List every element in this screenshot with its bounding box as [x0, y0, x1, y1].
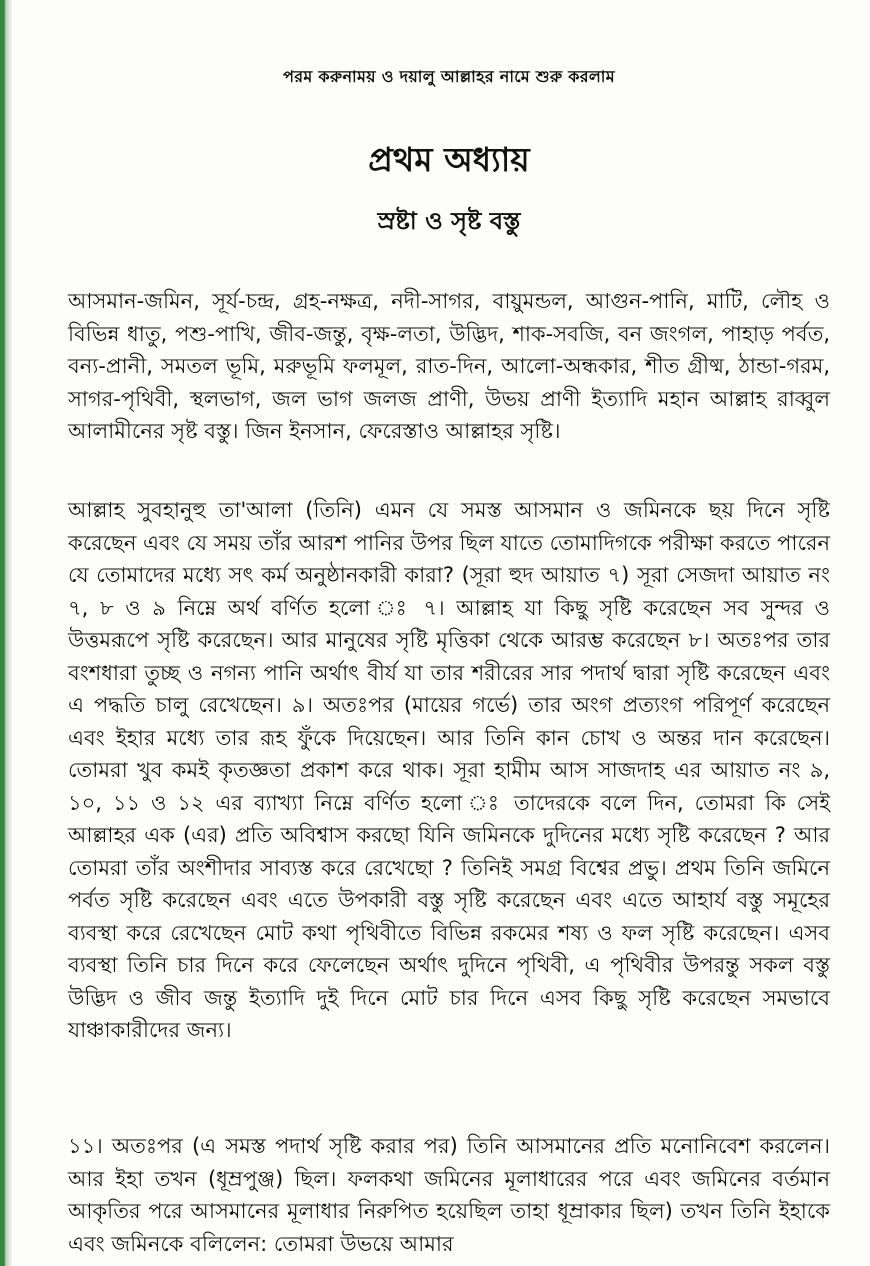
chapter-subtitle: স্রষ্টা ও সৃষ্ট বস্তু [377, 207, 521, 235]
bismillah-header: পরম করুনাময় ও দয়ালু আল্লাহর নামে শুরু করলাম [283, 67, 615, 86]
chapter-title: প্রথম অধ্যায় [368, 140, 530, 179]
book-spine-edge [0, 0, 12, 1266]
paragraph-1: আসমান-জমিন, সূর্য-চন্দ্র, গ্রহ-নক্ষত্র, নদী-সাগর, বায়ুমন্ডল, আগুন-পানি, মাটি, লৌহ ও বিভিন্ন ধাতু, পশু-পাখি, জীব-জন্তু, বৃক্ষ-লতা, উদ্ভিদ, শাক-সবজি, বন জংগল, পাহাড় পর্বত, বন্য-প্রানী, সমতল ভূমি, মরুভূমি ফলমূল, রাত-দিন, আলো-অন্ধকার, শীত গ্রীষ্ম, ঠান্ডা-গরম, সাগর-পৃথিবী, স্থলভাগ, জল ভাগ জলজ প্রাণী, উভয় প্রাণী ইত্যাদি মহান আল্লাহ রাব্বুল আলামীনের সৃষ্ট বস্তু। জিন ইনসান, ফেরেস্তাও আল্লাহর সৃষ্টি। [68, 289, 830, 443]
paragraph-3: ১১। অতঃপর (এ সমস্ত পদার্থ সৃষ্টি করার পর) তিনি আসমানের প্রতি মনোনিবেশ করলেন। আর ইহা তখন (ধূম্রপুঞ্জ) ছিল। ফলকথা জমিনের মূলাধারের পরে এবং জমিনের বর্তমান আকৃতির পরে আসমানের মূলাধার নিরুপিত হয়েছিল তাহা ধূম্রাকার ছিল) তখন তিনি ইহাকে এবং জমিনকে বলিলেন: তোমরা উভয়ে আমার [68, 1134, 830, 1256]
paragraph-2: আল্লাহ সুবহানুহু তা'আলা (তিনি) এমন যে সমস্ত আসমান ও জমিনকে ছয় দিনে সৃষ্টি করেছেন এবং যে সময় তাঁর আরশ পানির উপর ছিল যাতে তোমাদিগকে পরীক্ষা করতে পারেন যে তোমাদের মধ্যে সৎ কর্ম অনুষ্ঠানকারী কারা? (সূরা হুদ আয়াত ৭) সূরা সেজদা আয়াত নং ৭, ৮ ও ৯ নিম্নে অর্থ বর্ণিত হলো ঃ ৭। আল্লাহ যা কিছু সৃষ্টি করেছেন সব সুন্দর ও উত্তমরূপে সৃষ্টি করেছেন। আর মানুষের সৃষ্টি মৃত্তিকা থেকে আরম্ভ করেছেন ৮। অতঃপর তার বংশধারা তুচ্ছ ও নগন্য পানি অর্থাৎ বীর্য যা তার শরীরের সার পদার্থ দ্বারা সৃষ্টি করেছেন এবং এ পদ্ধতি চালু রেখেছেন। ৯। অতঃপর (মায়ের গর্ভে) তার অংগ প্রত্যংগ পরিপূর্ণ করেছেন এবং ইহার মধ্যে তার রূহ ফুঁকে দিয়েছেন। আর তিনি কান চোখ ও অন্তর দান করেছেন। তোমরা খুব কমই কৃতজ্ঞতা প্রকাশ করে থাক। সূরা হামীম আস সাজদাহ এর আয়াত নং ৯, ১০, ১১ ও ১২ এর ব্যাখ্যা নিম্নে বর্ণিত হলো ঃ তাদেরকে বলে দিন, তোমরা কি সেই আল্লাহর এক (এর) প্রতি অবিশ্বাস করছো যিনি জমিনকে দুদিনের মধ্যে সৃষ্টি করেছেন ? আর তোমরা তাঁর অংশীদার সাব্যস্ত করে রেখেছো ? তিনিই সমগ্র বিশ্বের প্রভু। প্রথম তিনি জমিনে পর্বত সৃষ্টি করেছেন এবং এতে উপকারী বস্তু সৃষ্টি করেছেন এবং এতে আহার্য বস্তু সমূহের ব্যবস্থা করে রেখেছেন মোট কথা পৃথিবীতে বিভিন্ন রকমের শষ্য ও ফল সৃষ্টি করেছেন। এসব ব্যবস্থা তিনি চার দিনে করে ফেলেছেন অর্থাৎ দুদিনে পৃথিবী, এ পৃথিবীর উপরন্তু সকল বস্তু উদ্ভিদ ও জীব জন্তু ইত্যাদি দুই দিনে মোট চার দিনে এসব কিছু সৃষ্টি করেছেন সমভাবে যাঞ্চাকারীদের জন্য। [68, 498, 830, 1042]
